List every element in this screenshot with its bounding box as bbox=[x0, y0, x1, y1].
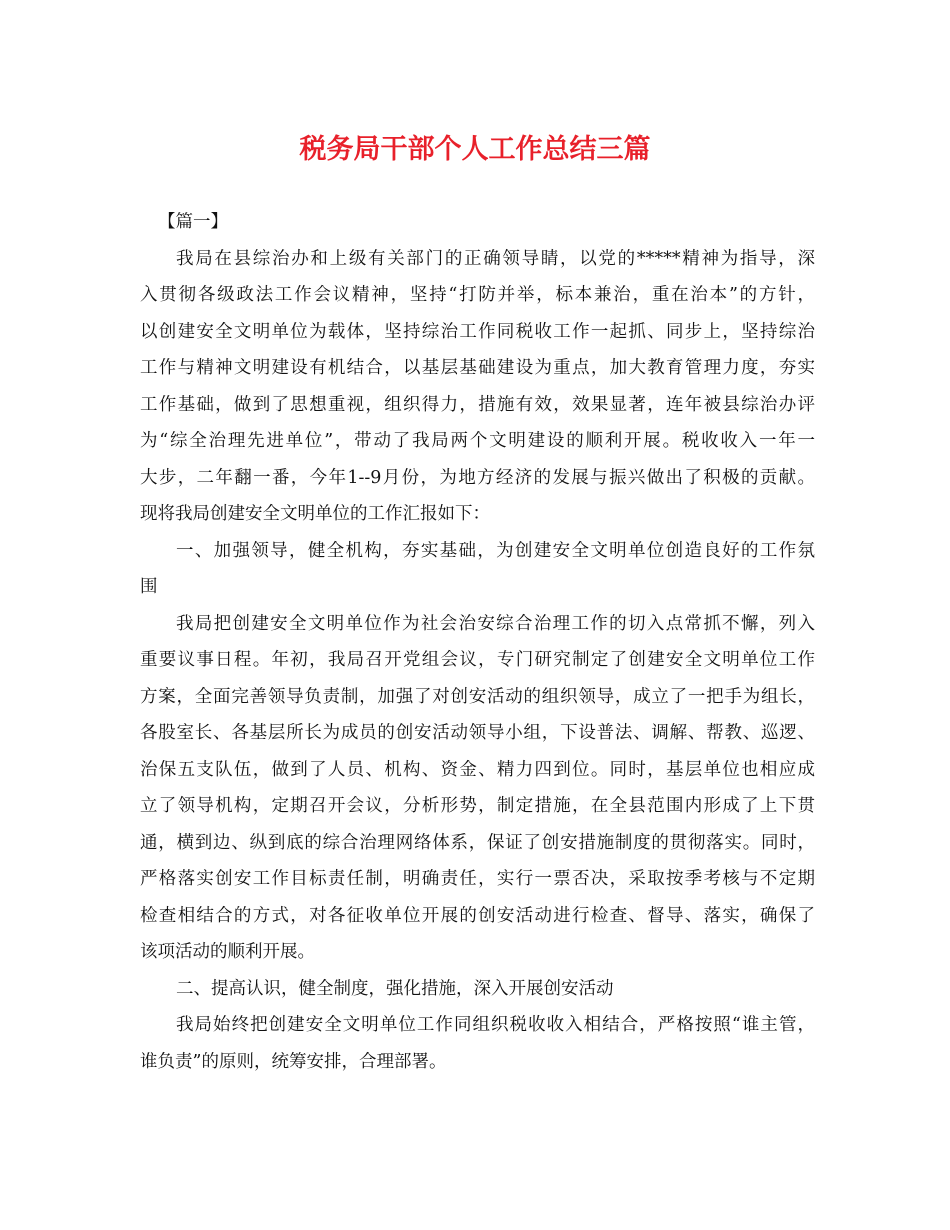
text-line: 我局始终把创建安全文明单位工作同组织税收收入相结合，严格按照“谁主管， bbox=[176, 1015, 815, 1035]
text-line: 入贯彻各级政法工作会议精神，坚持“打防并举，标本兼治，重在治本”的方针， bbox=[140, 285, 815, 305]
text-line: 通，横到边、纵到底的综合治理网络体系，保证了创安措施制度的贯彻落实。同时， bbox=[140, 832, 815, 853]
text-line: 我局把创建安全文明单位作为社会治安综合治理工作的切入点常抓不懈，列入 bbox=[176, 613, 815, 634]
text-line: 围 bbox=[140, 577, 158, 597]
text-line: 各股室长、各基层所长为成员的创安活动领导小组，下设普法、调解、帮教、巡逻、 bbox=[140, 723, 815, 743]
document-body bbox=[140, 204, 815, 1080]
text-line: 谁负责”的原则，统筹安排，合理部署。 bbox=[140, 1051, 447, 1072]
text-line: 现将我局创建安全文明单位的工作汇报如下： bbox=[140, 504, 490, 524]
text-line: 以创建安全文明单位为载体，坚持综治工作同税收工作一起抓、同步上，坚持综治 bbox=[140, 321, 815, 342]
text-line: 检查相结合的方式，对各征收单位开展的创安活动进行检查、督导、落实，确保了 bbox=[140, 905, 815, 926]
text-line: 重要议事日程。年初，我局召开党组会议，专门研究制定了创建安全文明单位工作 bbox=[140, 650, 815, 670]
text-line: 我局在县综治办和上级有关部门的正确领导睛，以党的*****精神为指导，深 bbox=[176, 248, 815, 269]
text-line: 大步，二年翻一番，今年1--9月份，为地方经济的发展与振兴做出了积极的贡献。 bbox=[140, 467, 815, 488]
section-label: 【篇一】 bbox=[158, 212, 228, 232]
document-title: 税务局干部个人工作总结三篇 bbox=[299, 134, 651, 165]
text-line: 二、提高认识，健全制度，强化措施，深入开展创安活动 bbox=[176, 978, 614, 999]
text-line: 为“综全治理先进单位”，带动了我局两个文明建设的顺利开展。税收收入一年一 bbox=[140, 431, 815, 451]
text-line: 治保五支队伍，做到了人员、机构、资金、精力四到位。同时，基层单位也相应成 bbox=[140, 759, 815, 780]
text-line: 工作基础，做到了思想重视，组织得力，措施有效，效果显著，连年被县综治办评 bbox=[140, 394, 815, 415]
text-line: 立了领导机构，定期召开会议，分析形势，制定措施，在全县范围内形成了上下贯 bbox=[140, 796, 815, 816]
text-line: 严格落实创安工作目标责任制，明确责任，实行一票否决，采取按季考核与不定期 bbox=[140, 869, 815, 889]
text-line: 一、加强领导，健全机构，夯实基础，为创建安全文明单位创造良好的工作氛 bbox=[176, 540, 815, 561]
text-line: 方案，全面完善领导负责制，加强了对创安活动的组织领导，成立了一把手为组长， bbox=[140, 686, 815, 707]
text-line: 工作与精神文明建设有机结合，以基层基础建设为重点，加大教育管理力度，夯实 bbox=[140, 358, 815, 378]
text-line: 该项活动的顺利开展。 bbox=[140, 942, 315, 962]
